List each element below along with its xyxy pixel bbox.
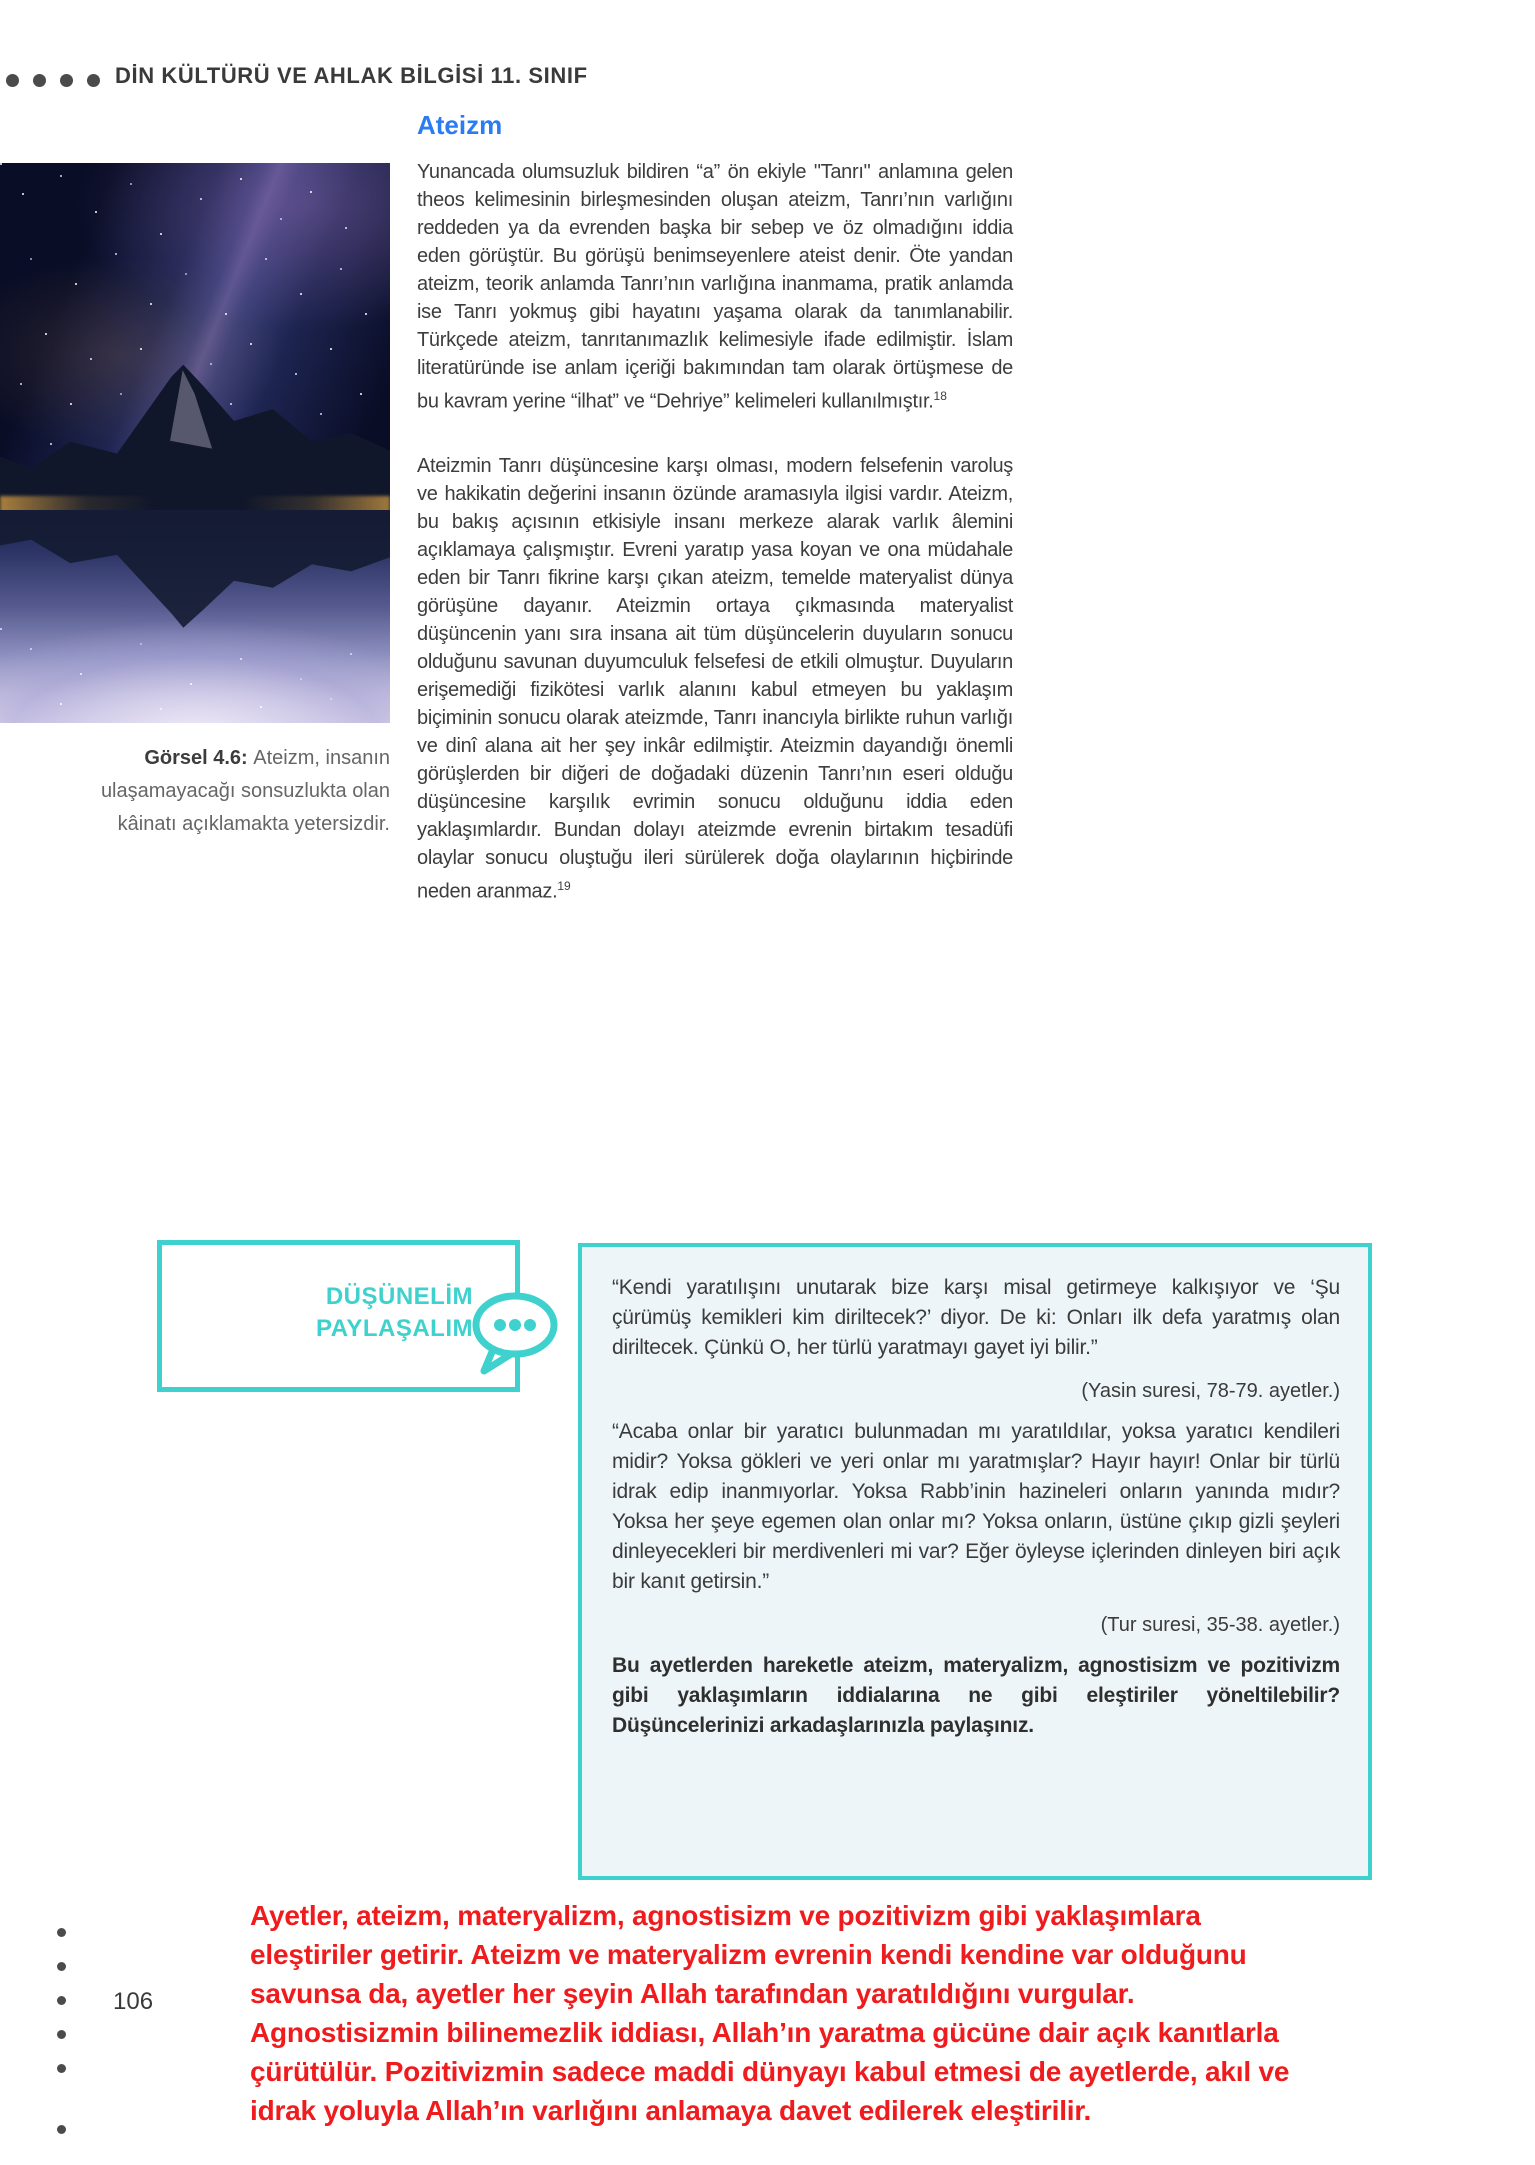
think-share-title-line1: DÜŞÜNELİM <box>325 1283 473 1310</box>
quote-yasin: “Kendi yaratılışını unutarak bize karşı misal getirmeye kalkışıyor ve ‘Şu çürümüş kemikleri kim diriltecek?’ diyor. De ki: Onları ilk defa yaratmış olan diriltecek. Çünkü O, her türlü yaratmayı gayet iyi bilir.” <box>612 1276 1340 1359</box>
figure-caption <box>85 742 390 841</box>
think-share-activity-box <box>157 1240 520 1392</box>
dot-icon <box>57 2030 66 2039</box>
quote-yasin-source: (Yasin suresi, 78-79. ayetler.) <box>1081 1380 1340 1402</box>
body-paragraph-1-text: Yunancada olumsuzluk bildiren “a” ön ekiyle "Tanrı" anlamına gelen theos kelimesinin birleşmesinden oluşan ateizm, Tanrı’nın varlığını reddeden ya da evrenden başka bir sebep ve öz olmadığını iddia eden görüştür. Bu görüşü benimseyenlere ateist denir. Öte yandan ateizm, teorik anlamda Tanrı’nın varlığına inanmama, pratik anlamda ise Tanrı yokmuş gibi hayatını yaşama olarak da tanımlanabilir. Türkçede ateizm, tanrıtanımazlık kelimesiyle ifade edilmiştir. İslam literatüründe ise anlam içeriği bakımından tam olarak örtüşmese de bu kavram yerine “ilhat” ve “Dehriye” kelimeleri kullanılmıştır. <box>417 161 1013 413</box>
dot-icon <box>57 2125 66 2134</box>
footer-dots-decoration <box>57 1928 66 2159</box>
quote-tur: “Acaba onlar bir yaratıcı bulunmadan mı yaratıldılar, yoksa yaratıcı kendileri midir? Yoksa gökleri ve yeri onlar mı yaratmışlar? Hayır hayır! Onlar bir türlü idrak edip inanmıyorlar. Yoksa Rabb’inin hazineleri onların yanında mıdır? Yoksa her şeye egemen olan onlar mı? Yoksa onların, üstüne çıkıp gizli şeyleri dinleyecekleri bir merdivenleri mi var? Eğer öyleyse içlerinden dinleyen biri açık bir kanıt getirsin.” <box>612 1420 1340 1593</box>
think-share-title <box>316 1281 473 1345</box>
dot-icon <box>57 1928 66 1937</box>
dot-icon <box>6 74 19 87</box>
verses-quote-box <box>578 1243 1372 1880</box>
dot-icon <box>87 74 100 87</box>
student-answer-annotation: Ayetler, ateizm, materyalizm, agnostisizm ve pozitivizm gibi yaklaşımlara eleştiriler getirir. Ateizm ve materyalizm evrenin kendi kendine var olduğunu savunsa da, ayetler her şeyin Allah tarafından yaratıldığını vurgular. Agnostisizmin bilinemezlik iddiası, Allah’ın yaratma gücüne dair açık kanıtlarla çürütülür. Pozitivizmin sadece maddi dünyayı kabul etmesi de ayetlerde, akıl ve idrak yoluyla Allah’ın varlığını anlamaya davet edilerek eleştirilir. <box>250 1900 1290 2126</box>
photo-stars-layer <box>0 163 2 165</box>
section-heading: Ateizm <box>417 110 503 140</box>
dot-icon <box>33 74 46 87</box>
figure-image-night-sky-mountain <box>0 163 390 723</box>
dot-icon <box>60 74 73 87</box>
speech-bubble-icon <box>464 1285 566 1381</box>
footnote-ref-19: 19 <box>557 879 571 893</box>
think-share-title-line2: PAYLAŞALIM <box>315 1315 473 1342</box>
quote-tur-source: (Tur suresi, 35-38. ayetler.) <box>1100 1614 1340 1636</box>
dot-icon <box>57 1996 66 2005</box>
footnote-ref-18: 18 <box>933 389 947 403</box>
dot-icon <box>57 1962 66 1971</box>
activity-question: Bu ayetlerden hareketle ateizm, materyalizm, agnostisizm ve pozitivizm gibi yaklaşımların iddialarına ne gibi eleştiriler yöneltilebilir? Düşüncelerinizi arkadaşlarınızla paylaşınız. <box>612 1654 1340 1737</box>
body-paragraph-1 <box>417 158 1013 416</box>
body-paragraph-2-text: Ateizmin Tanrı düşüncesine karşı olması, modern felsefenin varoluş ve hakikatin değerini insanın özünde aramasıyla ilgisi vardır. Ateizm, bu bakış açısının etkisiyle insanı merkeze alarak varlık âlemini açıklamaya çalışmıştır. Evreni yaratıp yasa koyan ve ona müdahale eden bir Tanrı fikrine karşı çıkan ateizm, temelde materyalist dünya görüşüne dayanır. Ateizmin ortaya çıkmasında materyalist düşüncenin yanı sıra insana ait tüm düşüncelerin duyuların sonucu olduğunu savunan duyumculuk felsefesi de etkili olmuştur. Duyuların erişemediği fizikötesi varlık alanını kabul etmeyen bu yaklaşım biçiminin sonucu olarak ateizmde, Tanrı inancıyla birlikte ruhun varlığı ve dinî alana ait her şey inkâr edilmiştir. Ateizmin dayandığı önemli görüşlerden bir diğeri de doğadaki düzenin Tanrı’nın eseri olduğu düşüncesine karşılık evrimin sonucu olduğunu iddia eden yaklaşımlardır. Bundan dolayı ateizmde evrenin birtakım tesadüfi olaylar sonucu oluştuğu ileri sürülerek doğa olaylarının hiçbirinde neden aranmaz. <box>417 455 1013 903</box>
book-header-title: DİN KÜLTÜRÜ VE AHLAK BİLGİSİ 11. SINIF <box>115 63 588 88</box>
photo-water-stars <box>0 628 2 630</box>
figure-caption-text: Ateizm, insanın ulaşamayacağı sonsuzlukta olan kâinatı açıklamakta yetersizdir. <box>100 747 390 835</box>
dot-icon <box>57 2064 66 2073</box>
header-dots-decoration <box>6 74 100 87</box>
figure-caption-label: Görsel 4.6: <box>144 747 254 769</box>
page-number: 106 <box>113 1988 154 2015</box>
body-paragraph-2 <box>417 452 1013 906</box>
